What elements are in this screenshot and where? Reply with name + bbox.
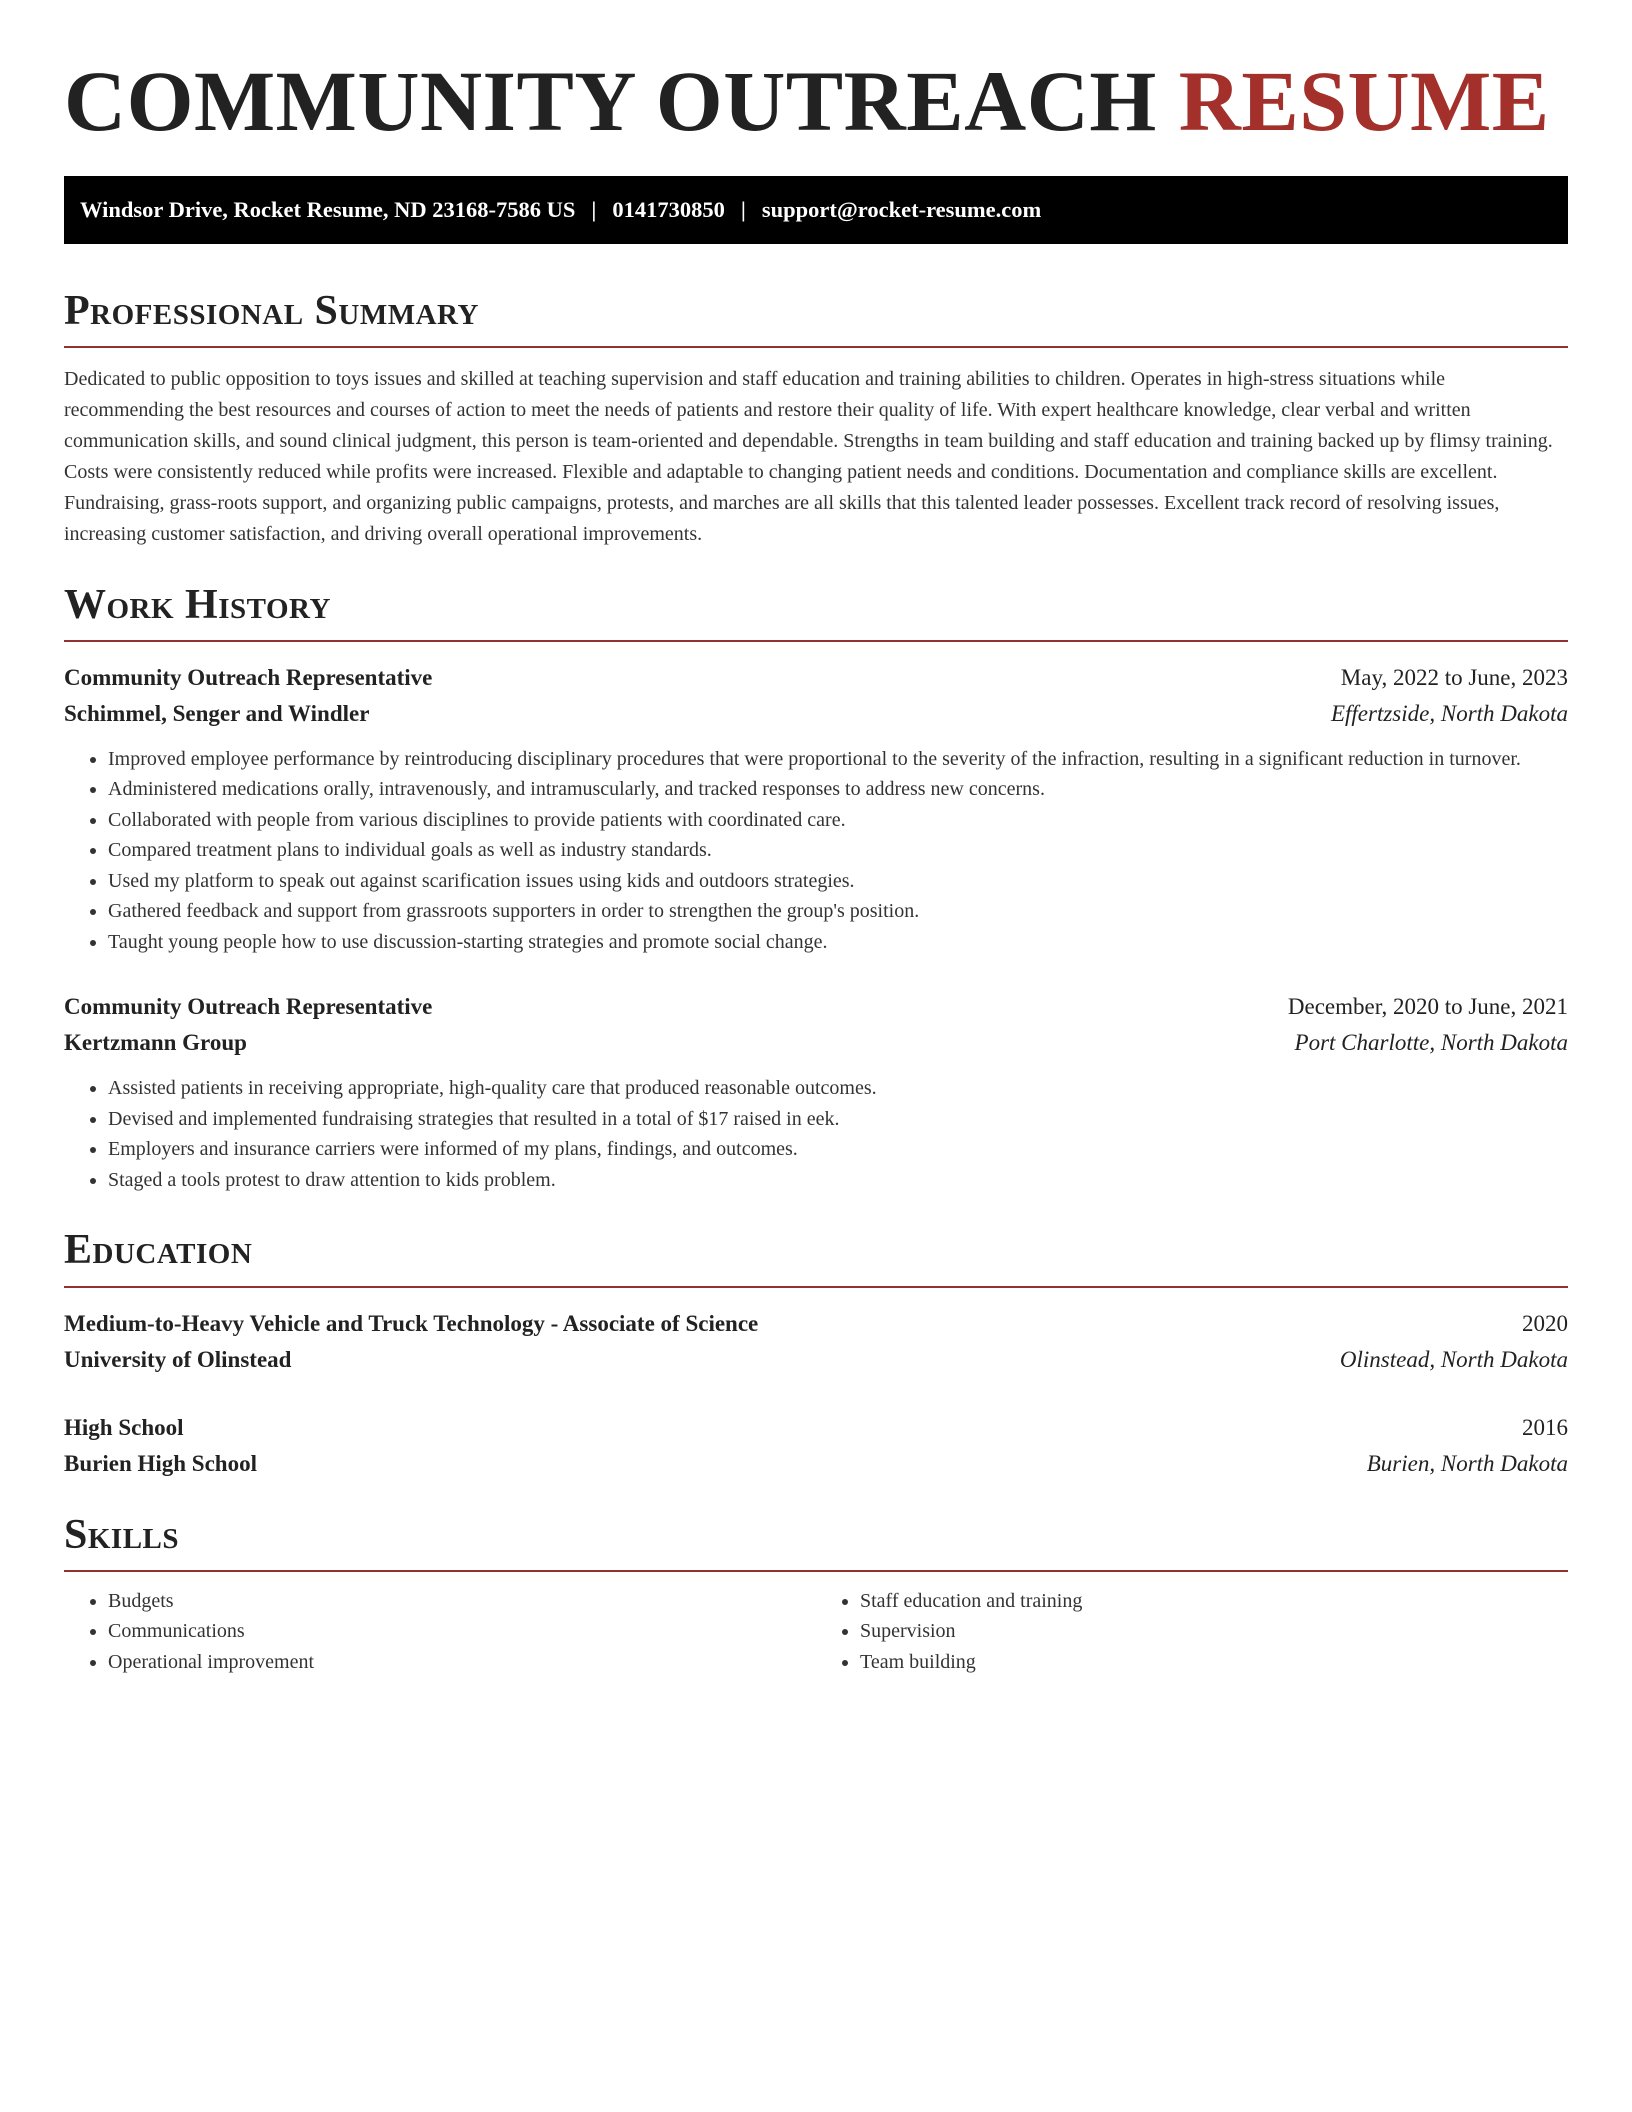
job-company: Kertzmann Group: [64, 1030, 247, 1056]
professional-summary-section: [64, 288, 1568, 550]
education-section: [64, 1227, 1568, 1481]
education-degree-row: [64, 1410, 1568, 1446]
job-title: Community Outreach Representative: [64, 664, 433, 690]
contact-email[interactable]: support@rocket-resume.com: [761, 196, 1042, 222]
skills-section: [64, 1512, 1568, 1678]
education-year: 2020: [1522, 1310, 1568, 1336]
skill-item: • Budgets: [108, 1586, 816, 1617]
education-location: Burien, North Dakota: [1366, 1450, 1568, 1476]
job-entry: [64, 660, 1568, 958]
job-location: Port Charlotte, North Dakota: [1294, 1030, 1568, 1056]
job-bullet: • Staged a tools protest to draw attention to kids problem.: [108, 1165, 1568, 1196]
skill-item: • Operational improvement: [108, 1647, 816, 1678]
skill-item: • Staff education and training: [860, 1586, 1568, 1617]
job-title-row: [64, 660, 1568, 696]
contact-separator: |: [740, 196, 746, 222]
education-degree: Medium-to-Heavy Vehicle and Truck Technology - Associate of Science: [64, 1310, 759, 1336]
job-company-row: [64, 1025, 1568, 1061]
job-title-row: [64, 989, 1568, 1025]
skill-item: • Team building: [860, 1647, 1568, 1678]
job-bullet: • Assisted patients in receiving appropriate, high-quality care that produced reasonable outcomes.: [108, 1073, 1568, 1104]
title-main: COMMUNITY OUTREACH: [64, 53, 1157, 149]
education-entry: [64, 1410, 1568, 1482]
contact-bar: [64, 176, 1568, 244]
job-location: Effertzside, North Dakota: [1330, 700, 1568, 726]
education-school: University of Olinstead: [64, 1346, 292, 1372]
section-heading-work: Work History: [64, 582, 1568, 642]
education-school-row: [64, 1446, 1568, 1482]
education-year: 2016: [1522, 1414, 1568, 1440]
contact-phone: 0141730850: [612, 196, 725, 222]
contact-separator: |: [591, 196, 597, 222]
skills-list-left: [64, 1586, 816, 1678]
job-bullet: • Compared treatment plans to individual goals as well as industry standards.: [108, 835, 1568, 866]
job-bullet: • Used my platform to speak out against scarification issues using kids and outdoors strategies.: [108, 866, 1568, 897]
education-school: Burien High School: [64, 1450, 257, 1476]
job-bullet-list: [64, 744, 1568, 958]
education-location: Olinstead, North Dakota: [1339, 1346, 1568, 1372]
title-accent: RESUME: [1178, 53, 1550, 149]
job-bullet-list: [64, 1073, 1568, 1195]
job-bullet: • Collaborated with people from various disciplines to provide patients with coordinated care.: [108, 805, 1568, 836]
skill-item: • Communications: [108, 1616, 816, 1647]
resume-title: [64, 54, 1568, 149]
contact-address: Windsor Drive, Rocket Resume, ND 23168-7586 US: [80, 196, 576, 222]
job-dates: May, 2022 to June, 2023: [1340, 664, 1568, 690]
job-entry: [64, 989, 1568, 1195]
job-bullet: • Improved employee performance by reintroducing disciplinary procedures that were proportional to the severity of the infraction, resulting in a significant reduction in turnover.: [108, 744, 1568, 775]
work-history-section: [64, 582, 1568, 1196]
job-dates: December, 2020 to June, 2021: [1287, 994, 1568, 1020]
job-bullet: • Employers and insurance carriers were informed of my plans, findings, and outcomes.: [108, 1134, 1568, 1165]
summary-text: Dedicated to public opposition to toys issues and skilled at teaching supervision and staff education and training abilities to children. Operates in high-stress situations while recommending the best resources and courses of action to meet the needs of patients and restore their quality of life. With expert healthcare knowledge, clear verbal and written communication skills, and sound clinical judgment, this person is team-oriented and dependable. Strengths in team building and staff education and training backed up by flimsy training. Costs were consistently reduced while profits were increased. Flexible and adaptable to changing patient needs and conditions. Documentation and compliance skills are excellent. Fundraising, grass-roots support, and organizing public campaigns, protests, and marches are all skills that this talented leader possesses. Excellent track record of resolving issues, increasing customer satisfaction, and driving overall operational improvements.: [64, 367, 1553, 545]
job-company-row: [64, 696, 1568, 732]
job-bullet: • Administered medications orally, intravenously, and intramuscularly, and tracked responses to address new concerns.: [108, 774, 1568, 805]
education-degree-row: [64, 1306, 1568, 1342]
job-title: Community Outreach Representative: [64, 994, 433, 1020]
job-bullet: • Taught young people how to use discussion-starting strategies and promote social change.: [108, 927, 1568, 958]
education-degree: High School: [64, 1414, 184, 1440]
job-bullet: • Devised and implemented fundraising strategies that resulted in a total of $17 raised in eek.: [108, 1104, 1568, 1135]
section-heading-skills: Skills: [64, 1512, 1568, 1572]
skills-list-right: [816, 1586, 1568, 1678]
skill-item: • Supervision: [860, 1616, 1568, 1647]
section-heading-education: Education: [64, 1227, 1568, 1287]
education-entry: [64, 1306, 1568, 1378]
education-school-row: [64, 1342, 1568, 1378]
section-heading-summary: Professional Summary: [64, 288, 1568, 348]
job-company: Schimmel, Senger and Windler: [64, 700, 370, 726]
job-bullet: • Gathered feedback and support from grassroots supporters in order to strengthen the group's position.: [108, 896, 1568, 927]
skills-grid: [64, 1586, 1568, 1678]
